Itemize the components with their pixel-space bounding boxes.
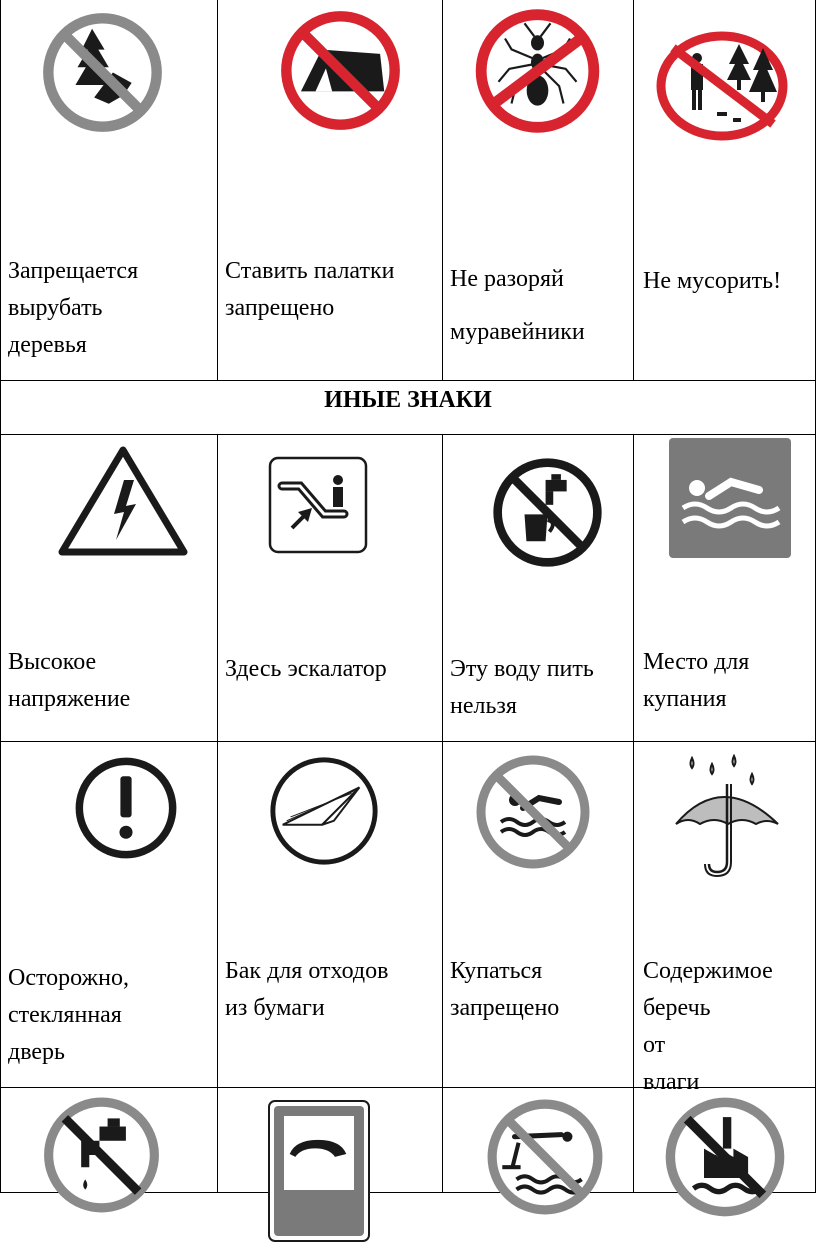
glass-door-caution-icon [70, 752, 182, 864]
escalator-icon [268, 456, 368, 554]
telephone-icon [268, 1100, 370, 1242]
no-littering-icon [655, 30, 790, 142]
table-border-left [0, 0, 1, 1192]
column-divider [442, 434, 443, 1192]
no-ant-icon [470, 6, 605, 136]
high-voltage-icon [56, 444, 191, 559]
keep-dry-icon [672, 752, 787, 877]
paper-waste-icon [265, 752, 383, 870]
row-divider [0, 434, 816, 435]
caption-swimming-place: Место для купания [643, 649, 750, 712]
caption-keep-dry: Содержимое беречь от влаги [643, 958, 773, 1095]
caption-no-littering: Не мусорить! [643, 268, 782, 294]
column-divider [442, 0, 443, 380]
no-drinking-water-icon [490, 455, 605, 570]
no-tents-icon [278, 8, 403, 133]
caption-paper-waste: Бак для отходов из бумаги [225, 958, 389, 1021]
row-divider [0, 741, 816, 742]
caption-escalator: Здесь эскалатор [225, 656, 387, 682]
caption-no-tents: Ставить палатки запрещено [225, 258, 395, 321]
section-heading: ИНЫЕ ЗНАКИ [324, 387, 492, 413]
caption-no-tree-cutting: Запрещается вырубать деревья [8, 258, 139, 358]
caption-high-voltage: Высокое напряжение [8, 649, 131, 712]
no-tree-cutting-icon [40, 10, 165, 135]
caption-no-drinking-water: Эту воду пить нельзя [450, 656, 594, 719]
no-diving-icon [484, 1096, 606, 1218]
no-tap-water-icon [38, 1094, 165, 1216]
swimming-place-icon [669, 438, 791, 558]
no-swimming-icon [472, 752, 594, 872]
caption-glass-door-caution: Осторожно, стеклянная дверь [8, 965, 129, 1065]
no-factory-pollution-icon [662, 1094, 788, 1220]
column-divider [633, 434, 634, 1192]
column-divider [633, 0, 634, 380]
column-divider [217, 0, 218, 380]
caption-no-swimming: Купаться запрещено [450, 958, 560, 1021]
column-divider [217, 434, 218, 1192]
caption-no-ant-destroying: Не разоряй муравейники [450, 266, 585, 345]
